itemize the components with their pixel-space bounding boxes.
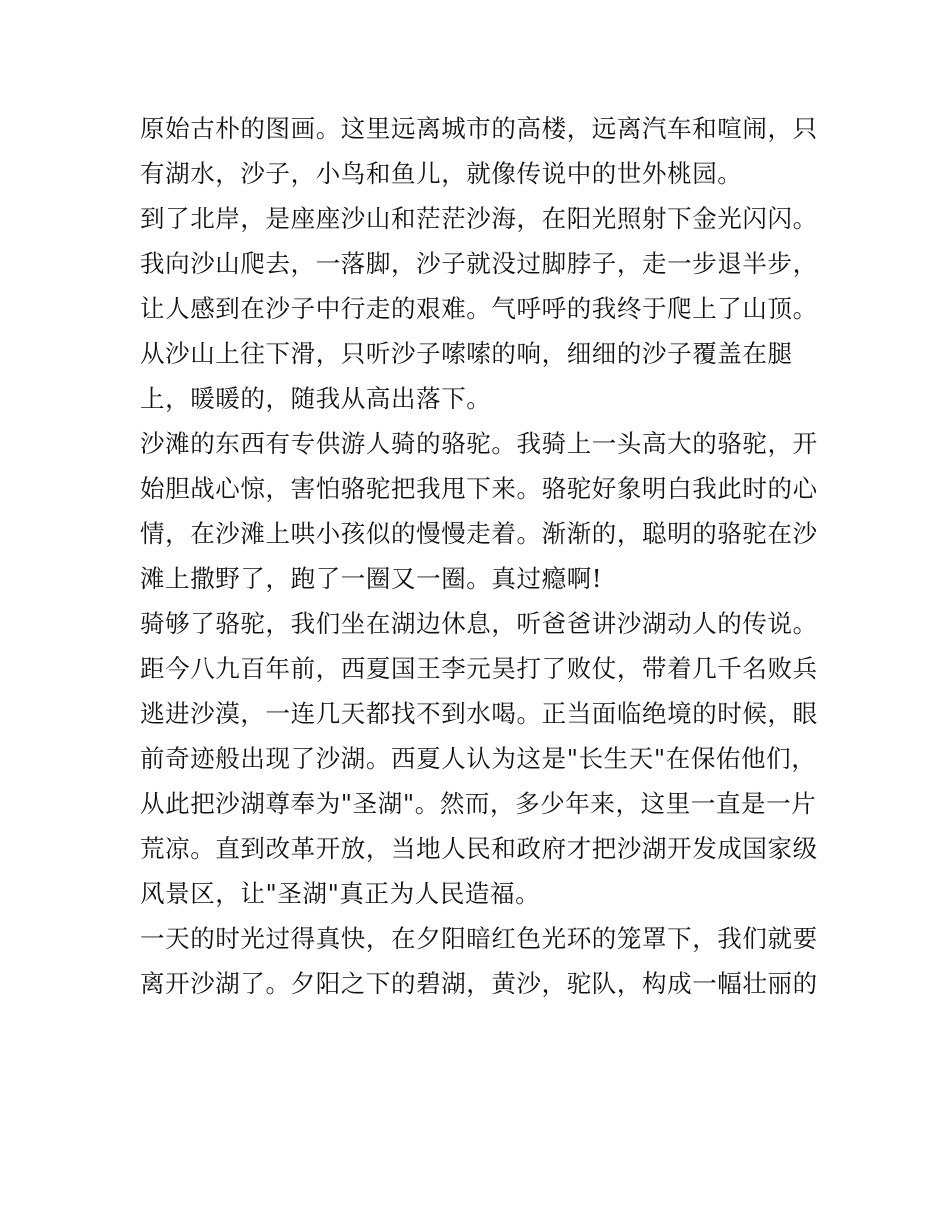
text-line: 骑够了骆驼，我们坐在湖边休息，听爸爸讲沙湖动人的传说。 — [140, 609, 818, 638]
text-line: 一天的时光过得真快，在夕阳暗红色光环的笼罩下，我们就要 — [140, 924, 818, 953]
text-line: 到了北岸，是座座沙山和茫茫沙海，在阳光照射下金光闪闪。 — [140, 204, 818, 233]
text-line: 情，在沙滩上哄小孩似的慢慢走着。渐渐的，聪明的骆驼在沙 — [140, 519, 818, 548]
text-line: 从沙山上往下滑，只听沙子嗦嗦的响，细细的沙子覆盖在腿 — [140, 339, 793, 368]
text-line: 原始古朴的图画。这里远离城市的高楼，远离汽车和喧闹，只 — [140, 114, 818, 143]
text-line: 让人感到在沙子中行走的艰难。气呼呼的我终于爬上了山顶。 — [140, 294, 818, 323]
text-line: 沙滩的东西有专供游人骑的骆驼。我骑上一头高大的骆驼，开 — [140, 429, 818, 458]
text-line: 上，暖暖的，随我从高出落下。 — [140, 384, 492, 413]
text-line: 逃进沙漠，一连几天都找不到水喝。正当面临绝境的时候，眼 — [140, 699, 818, 728]
text-line: 风景区，让"圣湖"真正为人民造福。 — [140, 879, 541, 908]
text-line: 从此把沙湖尊奉为"圣湖"。然而，多少年来，这里一直是一片 — [140, 789, 817, 818]
text-line: 前奇迹般出现了沙湖。西夏人认为这是"长生天"在保佑他们， — [140, 744, 817, 773]
text-line: 距今八九百年前，西夏国王李元昊打了败仗，带着几千名败兵 — [140, 654, 818, 683]
text-line: 滩上撒野了，跑了一圈又一圈。真过瘾啊! — [140, 564, 603, 593]
text-line: 我向沙山爬去，一落脚，沙子就没过脚脖子，走一步退半步， — [140, 249, 818, 278]
essay-body — [140, 106, 820, 1006]
text-line: 离开沙湖了。夕阳之下的碧湖，黄沙，驼队，构成一幅壮丽的 — [140, 969, 818, 998]
text-line: 始胆战心惊，害怕骆驼把我甩下来。骆驼好象明白我此时的心 — [140, 474, 818, 503]
text-line: 荒凉。直到改革开放，当地人民和政府才把沙湖开发成国家级 — [140, 834, 818, 863]
text-line: 有湖水，沙子，小鸟和鱼儿，就像传说中的世外桃园。 — [140, 159, 743, 188]
